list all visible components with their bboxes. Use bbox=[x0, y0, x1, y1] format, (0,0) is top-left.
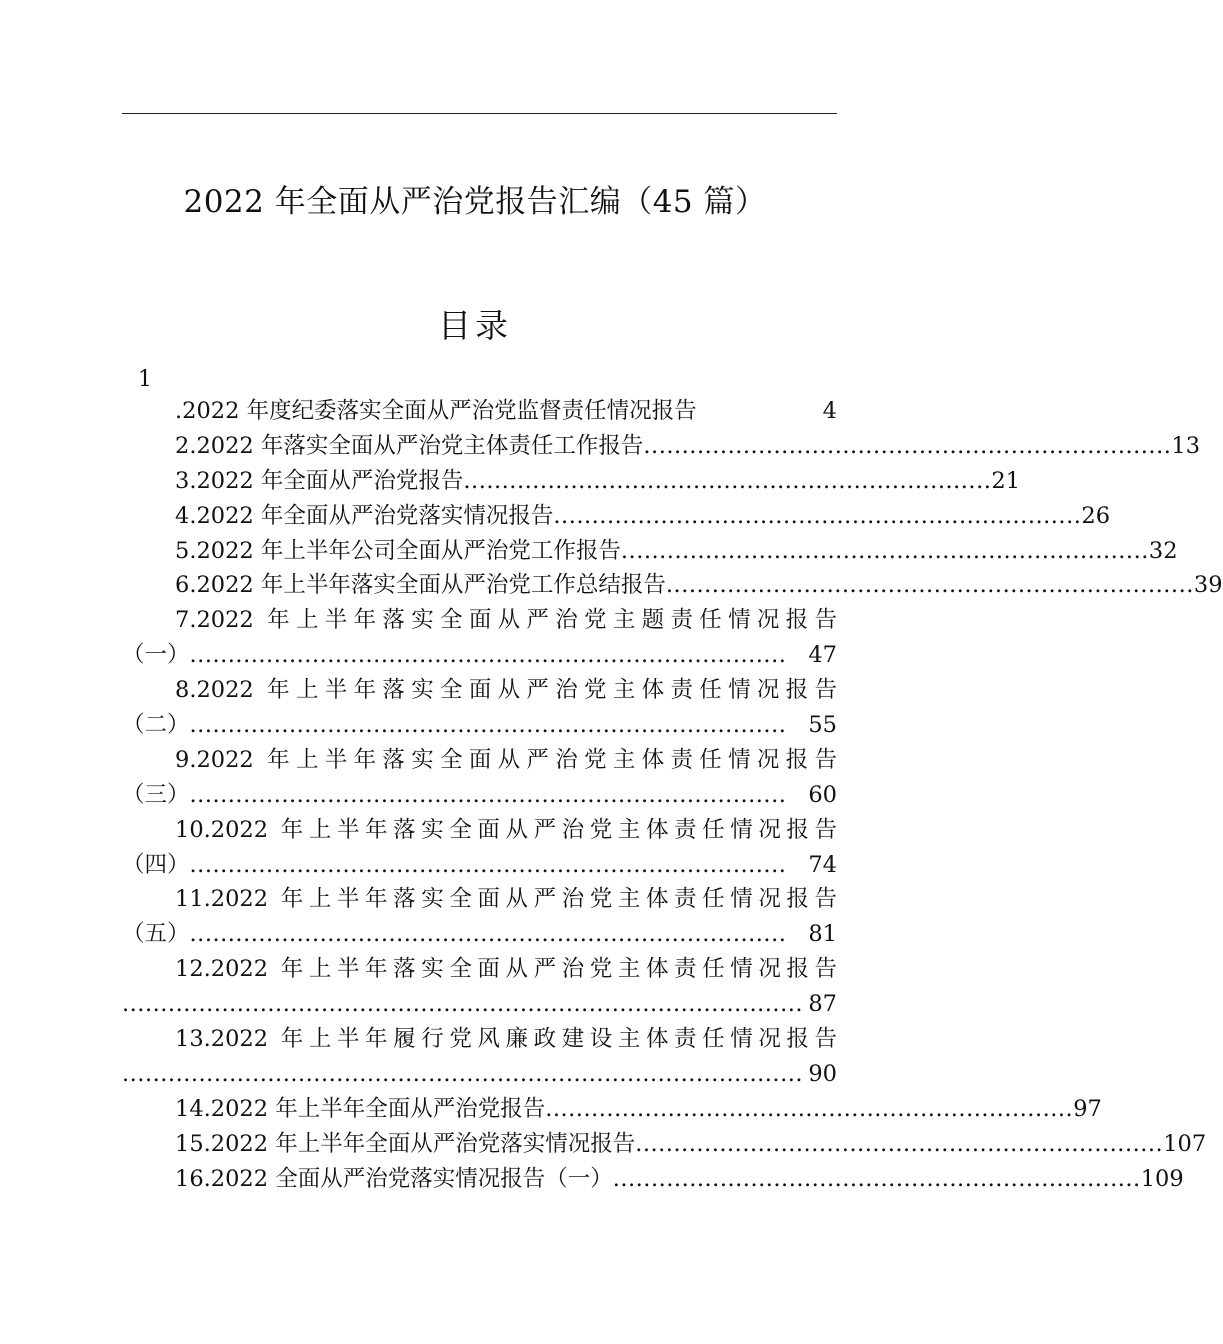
toc-leader: ..................................................................... bbox=[643, 432, 1172, 459]
toc-leader: ......................................................................................... bbox=[122, 991, 804, 1018]
toc-page-number: 97 bbox=[1073, 1095, 1102, 1122]
toc-page-number: 60 bbox=[808, 781, 837, 808]
toc-page-number: 39 bbox=[1193, 572, 1223, 599]
toc-leader: ..................................................................... bbox=[545, 1095, 1074, 1122]
toc-entry-title: 15.2022 年上半年全面从严治党落实情况报告 bbox=[175, 1130, 636, 1157]
toc-entry-title: 7.2022 年上半年落实全面从严治党主题责任情况报告 bbox=[175, 607, 837, 634]
page-marker: 1 bbox=[138, 367, 152, 392]
toc-entry-continuation[interactable] bbox=[122, 917, 837, 952]
toc-entry[interactable] bbox=[122, 743, 837, 778]
toc-entry-continuation[interactable] bbox=[122, 1057, 837, 1092]
toc-entry[interactable] bbox=[122, 1127, 1207, 1162]
toc-leader: ..................................................................... bbox=[463, 467, 992, 494]
toc-entry[interactable] bbox=[122, 813, 837, 848]
toc-page-number: 13 bbox=[1171, 432, 1201, 459]
toc-page-number: 87 bbox=[808, 991, 837, 1018]
toc-leader: .............................................................................. bbox=[189, 921, 787, 948]
toc-leader: .............................................................................. bbox=[189, 851, 787, 878]
toc-entry-title: 16.2022 全面从严治党落实情况报告（一） bbox=[175, 1165, 613, 1192]
toc-entry-suffix: （一） bbox=[122, 642, 190, 669]
toc-page-number: 26 bbox=[1081, 502, 1111, 529]
toc-page-number: 47 bbox=[808, 642, 837, 669]
toc-page-number: 90 bbox=[808, 1060, 837, 1087]
toc-entry[interactable] bbox=[122, 1022, 837, 1057]
toc-page-number: 55 bbox=[808, 712, 837, 739]
toc-entry[interactable] bbox=[122, 952, 837, 987]
toc-entry-suffix: （二） bbox=[122, 712, 190, 739]
toc-entry[interactable] bbox=[122, 882, 837, 917]
toc-entry-title: 5.2022 年上半年公司全面从严治党工作报告 bbox=[175, 537, 621, 564]
toc-entry[interactable] bbox=[122, 673, 837, 708]
toc-leader: ..................................................................... bbox=[635, 1130, 1164, 1157]
toc-entry[interactable] bbox=[122, 603, 837, 638]
toc-entry-suffix: （三） bbox=[122, 781, 190, 808]
toc-page-number: 107 bbox=[1163, 1130, 1207, 1157]
toc-entry-title: 13.2022 年上半年履行党风廉政建设主体责任情况报告 bbox=[175, 1026, 837, 1053]
toc-entry[interactable] bbox=[122, 464, 1021, 499]
toc-entry-title: 10.2022 年上半年落实全面从严治党主体责任情况报告 bbox=[175, 816, 837, 843]
toc-entry-continuation[interactable] bbox=[122, 778, 837, 813]
toc-leader: ..................................................................... bbox=[553, 502, 1082, 529]
toc-entry[interactable] bbox=[122, 1092, 1102, 1127]
toc-entry-title: 6.2022 年上半年落实全面从严治党工作总结报告 bbox=[175, 572, 666, 599]
toc-entry[interactable] bbox=[122, 534, 1178, 569]
toc-entry-suffix: （五） bbox=[122, 921, 190, 948]
table-of-contents bbox=[122, 394, 1223, 1196]
toc-leader: ......................................................................................... bbox=[122, 1060, 804, 1087]
toc-entry-continuation[interactable] bbox=[122, 987, 837, 1022]
toc-entry-title: .2022 年度纪委落实全面从严治党监督责任情况报告 bbox=[175, 398, 697, 424]
toc-leader: .............................................................................. bbox=[189, 642, 787, 669]
toc-page-number: 109 bbox=[1140, 1165, 1184, 1192]
toc-entry-title: 14.2022 年上半年全面从严治党报告 bbox=[175, 1095, 546, 1122]
toc-page-number: 32 bbox=[1148, 537, 1178, 564]
toc-page-number: 21 bbox=[991, 467, 1021, 494]
toc-leader: .............................................................................. bbox=[189, 781, 787, 808]
toc-entry[interactable] bbox=[122, 394, 837, 429]
toc-leader: ..................................................................... bbox=[612, 1165, 1141, 1192]
toc-entry-title: 4.2022 年全面从严治党落实情况报告 bbox=[175, 502, 554, 529]
toc-entry-suffix: （四） bbox=[122, 851, 190, 878]
toc-entry-continuation[interactable] bbox=[122, 708, 837, 743]
toc-leader: ..................................................................... bbox=[620, 537, 1149, 564]
header-rule bbox=[122, 113, 837, 114]
toc-entry-title: 12.2022 年上半年落实全面从严治党主体责任情况报告 bbox=[175, 956, 837, 983]
toc-entry[interactable] bbox=[122, 568, 1223, 603]
toc-page-number: 74 bbox=[808, 851, 837, 878]
toc-entry-continuation[interactable] bbox=[122, 638, 837, 673]
toc-entry[interactable] bbox=[122, 499, 1111, 534]
toc-page-number: 81 bbox=[808, 921, 837, 948]
toc-entry-title: 8.2022 年上半年落实全面从严治党主体责任情况报告 bbox=[175, 677, 837, 704]
toc-entry-continuation[interactable] bbox=[122, 848, 837, 883]
toc-leader: .............................................................................. bbox=[189, 712, 787, 739]
toc-heading: 目录 bbox=[438, 306, 512, 345]
toc-entry-title: 9.2022 年上半年落实全面从严治党主体责任情况报告 bbox=[175, 746, 837, 773]
toc-entry[interactable] bbox=[122, 1162, 1184, 1197]
toc-leader: ..................................................................... bbox=[665, 572, 1194, 599]
toc-entry-title: 2.2022 年落实全面从严治党主体责任工作报告 bbox=[175, 432, 644, 459]
toc-entry[interactable] bbox=[122, 429, 1201, 464]
toc-page-number: 4 bbox=[822, 398, 837, 424]
toc-entry-title: 3.2022 年全面从严治党报告 bbox=[175, 467, 464, 494]
document-title: 2022 年全面从严治党报告汇编（45 篇） bbox=[183, 184, 767, 220]
toc-entry-title: 11.2022 年上半年落实全面从严治党主体责任情况报告 bbox=[175, 886, 837, 913]
